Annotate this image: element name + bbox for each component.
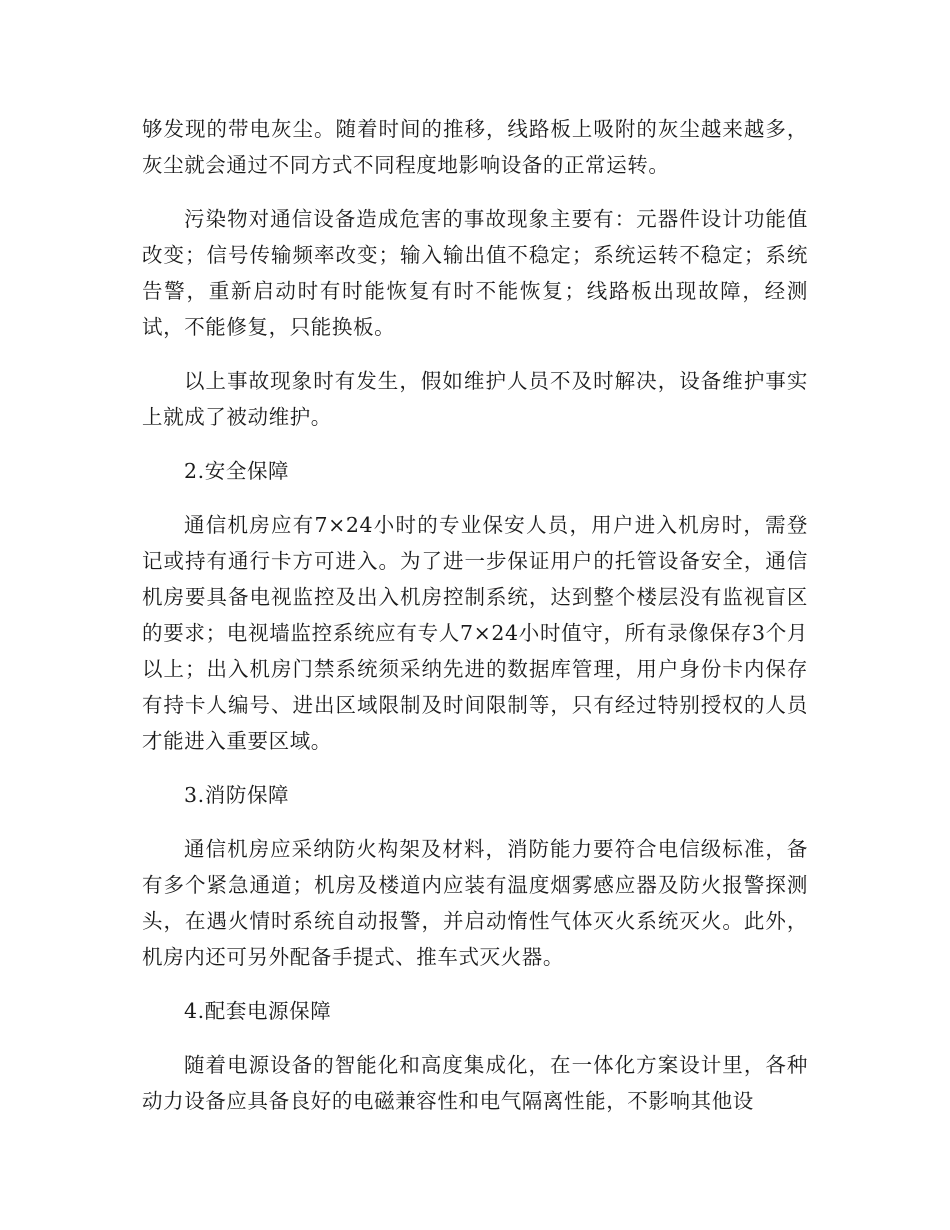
body-paragraph: 够发现的带电灰尘。随着时间的推移，线路板上吸附的灰尘越来越多，灰尘就会通过不同方式不同程度地影响设备的正常运转。 — [142, 117, 808, 177]
document-page — [142, 111, 808, 1137]
body-paragraph: 通信机房应采纳防火构架及材料，消防能力要符合电信级标准，备有多个紧急通道；机房及楼道内应装有温度烟雾感应器及防火报警探测头，在遇火情时系统自动报警，并启动惰性气体灭火系统灭火。此外，机房内还可另外配备手提式、推车式灭火器。 — [142, 837, 808, 969]
section-heading: 3.消防保障 — [184, 783, 290, 807]
body-paragraph: 以上事故现象时有发生，假如维护人员不及时解决，设备维护事实上就成了被动维护。 — [142, 369, 808, 429]
body-paragraph: 随着电源设备的智能化和高度集成化，在一体化方案设计里，各种动力设备应具备良好的电磁兼容性和电气隔离性能，不影响其他设 — [142, 1053, 808, 1113]
body-paragraph: 通信机房应有7×24小时的专业保安人员，用户进入机房时，需登记或持有通行卡方可进入。为了进一步保证用户的托管设备安全，通信机房要具备电视监控及出入机房控制系统，达到整个楼层没有监视盲区的要求；电视墙监控系统应有专人7×24小时值守，所有录像保存3个月以上；出入机房门禁系统须采纳先进的数据库管理，用户身份卡内保存有持卡人编号、进出区域限制及时间限制等，只有经过特别授权的人员才能进入重要区域。 — [142, 513, 808, 753]
section-heading: 4.配套电源保障 — [184, 999, 332, 1023]
body-paragraph: 污染物对通信设备造成危害的事故现象主要有：元器件设计功能值改变；信号传输频率改变；输入输出值不稳定；系统运转不稳定；系统告警，重新启动时有时能恢复有时不能恢复；线路板出现故障，经测试，不能修复，只能换板。 — [142, 207, 808, 339]
section-heading: 2.安全保障 — [184, 459, 290, 483]
